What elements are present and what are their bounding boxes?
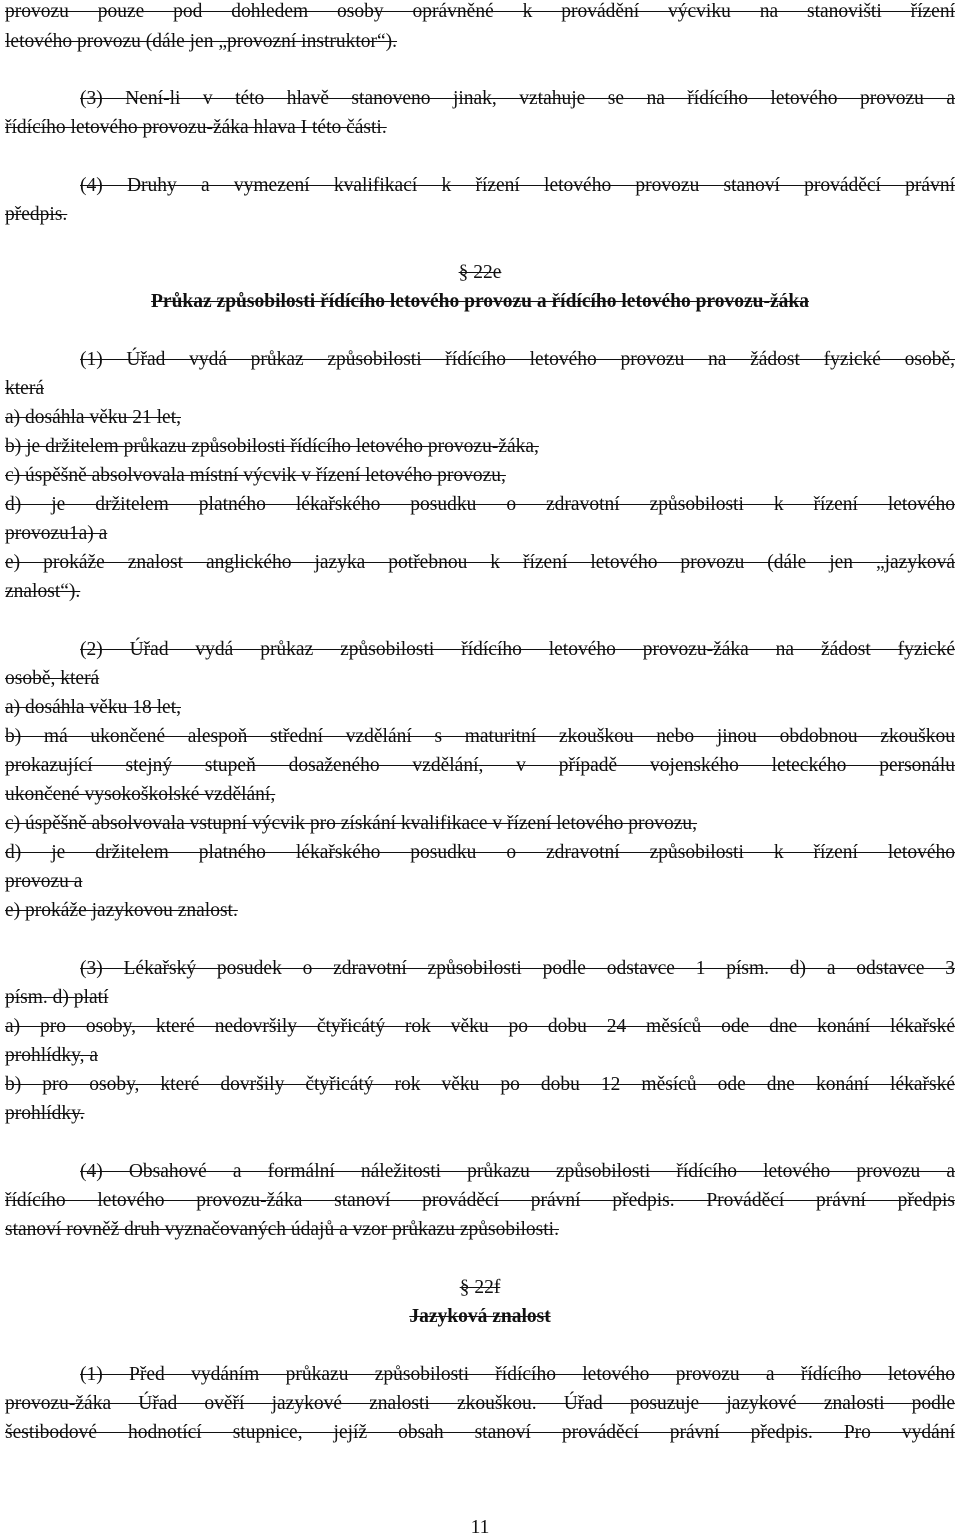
text-line: řídícího letového provozu-žáka hlava I této části. [5, 117, 387, 138]
text-line: znalost“). [5, 581, 81, 602]
paragraph-1-line: (1) Před vydáním průkazu způsobilosti řídícího letového provozu a řídícího letového [80, 1364, 955, 1385]
list-item-a: a) pro osoby, které nedovršily čtyřicátý rok věku po dobu 24 měsíců ode dne konání lékařské [5, 1016, 955, 1037]
section-heading-22f: Jazyková znalost [409, 1306, 551, 1327]
text-line: provozu1a) a [5, 523, 108, 544]
text-line: provozu a [5, 871, 83, 892]
list-item-e: e) prokáže jazykovou znalost. [5, 900, 238, 921]
list-item-d: d) je držitelem platného lékařského posudku o zdravotní způsobilosti k řízení letového [5, 842, 955, 863]
list-item-b: b) je držitelem průkazu způsobilosti řídícího letového provozu-žáka, [5, 436, 539, 457]
paragraph-2-line: (2) Úřad vydá průkaz způsobilosti řídícího letového provozu-žáka na žádost fyzické [80, 639, 955, 660]
list-item-e: e) prokáže znalost anglického jazyka potřebnou k řízení letového provozu (dále jen „jazyková [5, 552, 955, 573]
paragraph-3-line: (3) Lékařský posudek o zdravotní způsobilosti podle odstavce 1 písm. d) a odstavce 3 [80, 958, 955, 979]
list-item-a: a) dosáhla věku 21 let, [5, 407, 181, 428]
section-heading-22e: Průkaz způsobilosti řídícího letového provozu a řídícího letového provozu-žáka [151, 291, 809, 312]
paragraph-4-line: (4) Druhy a vymezení kvalifikací k řízení letového provozu stanoví prováděcí právní [80, 175, 955, 196]
text-line: prohlídky, a [5, 1045, 98, 1066]
paragraph-3-line: (3) Není-li v této hlavě stanoveno jinak, vztahuje se na řídícího letového provozu a [80, 88, 955, 109]
list-item-b: b) pro osoby, které dovršily čtyřicátý rok věku po dobu 12 měsíců ode dne konání lékařské [5, 1074, 955, 1095]
text-line: řídícího letového provozu-žáka stanoví prováděcí právní předpis. Prováděcí právní předpis [5, 1190, 955, 1211]
text-line: letového provozu (dále jen „provozní instruktor“). [5, 31, 398, 52]
list-item-a: a) dosáhla věku 18 let, [5, 697, 181, 718]
text-line: předpis. [5, 204, 68, 225]
section-number-22e: § 22e [458, 262, 502, 283]
section-number-22f: § 22f [459, 1277, 501, 1298]
page-number: 11 [470, 1517, 490, 1538]
text-line: prohlídky. [5, 1103, 85, 1124]
list-item-c: c) úspěšně absolvovala místní výcvik v řízení letového provozu, [5, 465, 506, 486]
text-line: která [5, 378, 44, 399]
text-line: osobě, která [5, 668, 100, 689]
text-line: písm. d) platí [5, 987, 109, 1008]
text-line: šestibodové hodnotící stupnice, jejíž obsah stanoví prováděcí právní předpis. Pro vydání [5, 1422, 955, 1443]
text-line: prokazující stejný stupeň dosaženého vzdělání, v případě vojenského leteckého personálu [5, 755, 955, 776]
text-line: provozu-žáka Úřad ověří jazykové znalosti zkouškou. Úřad posuzuje jazykové znalosti podle [5, 1393, 955, 1414]
paragraph-1-line: (1) Úřad vydá průkaz způsobilosti řídícího letového provozu na žádost fyzické osobě, [80, 349, 955, 370]
list-item-b: b) má ukončené alespoň střední vzdělání s maturitní zkouškou nebo jinou obdobnou zkouškou [5, 726, 955, 747]
text-line: provozu pouze pod dohledem osoby oprávněné k provádění výcviku na stanovišti řízení [5, 1, 955, 22]
list-item-d: d) je držitelem platného lékařského posudku o zdravotní způsobilosti k řízení letového [5, 494, 955, 515]
text-line: stanoví rovněž druh vyznačovaných údajů a vzor průkazu způsobilosti. [5, 1219, 559, 1240]
text-line: ukončené vysokoškolské vzdělání, [5, 784, 276, 805]
paragraph-4-line: (4) Obsahové a formální náležitosti průkazu způsobilosti řídícího letového provozu a [80, 1161, 955, 1182]
list-item-c: c) úspěšně absolvovala vstupní výcvik pro získání kvalifikace v řízení letového provozu, [5, 813, 698, 834]
